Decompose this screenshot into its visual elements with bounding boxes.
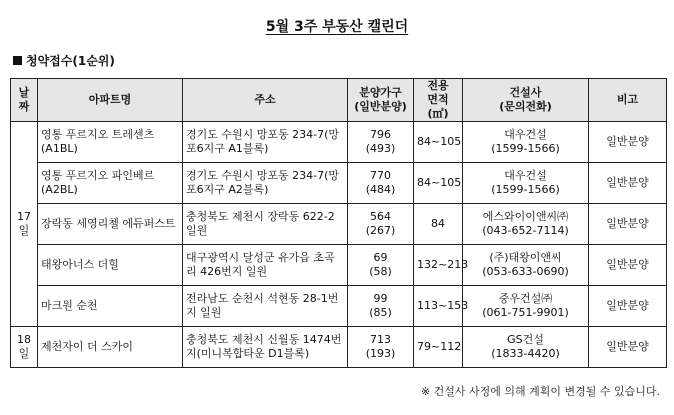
- footnote: ※ 건설사 사정에 의해 계획이 변경될 수 있습니다.: [420, 385, 660, 398]
- note-cell: 일반분양: [589, 163, 667, 204]
- note-cell: 일반분양: [589, 286, 667, 327]
- address-cell: 충청북도 제천시 신월동 1474번지(미니복합타운 D1블록): [183, 327, 348, 368]
- apartment-name: 영통 푸르지오 트레센츠 (A1BL): [38, 122, 183, 163]
- table-row: [11, 286, 667, 327]
- apartment-name: 마크원 순천: [38, 286, 183, 327]
- note-cell: 일반분양: [589, 245, 667, 286]
- area-cell: 84~105: [414, 163, 463, 204]
- header-apartment: 아파트명: [38, 79, 183, 122]
- table-row: [11, 245, 667, 286]
- apartment-name: 영통 푸르지오 파인베르 (A2BL): [38, 163, 183, 204]
- table-row: [11, 122, 667, 163]
- header-row: [11, 79, 667, 122]
- builder-cell: (주)태왕이앤씨 (053-633-0690): [463, 245, 589, 286]
- note-cell: 일반분양: [589, 204, 667, 245]
- address-cell: 충청북도 제천시 장락동 622-2 일원: [183, 204, 348, 245]
- note-cell: 일반분양: [589, 122, 667, 163]
- header-note: 비고: [589, 79, 667, 122]
- address-cell: 경기도 수원시 망포동 234-7(망포6지구 A2블록): [183, 163, 348, 204]
- area-cell: 79~112: [414, 327, 463, 368]
- table-row: [11, 163, 667, 204]
- units-cell: 99 (85): [348, 286, 414, 327]
- units-cell: 713 (193): [348, 327, 414, 368]
- header-units: 분양가구 (일반분양): [348, 79, 414, 122]
- builder-cell: 대우건설 (1599-1566): [463, 163, 589, 204]
- builder-cell: GS건설 (1833-4420): [463, 327, 589, 368]
- units-cell: 770 (484): [348, 163, 414, 204]
- address-cell: 경기도 수원시 망포동 234-7(망포6지구 A1블록): [183, 122, 348, 163]
- header-area: 전용 면적 (㎡): [414, 79, 463, 122]
- units-cell: 564 (267): [348, 204, 414, 245]
- section-heading: 청약접수(1순위): [13, 52, 115, 69]
- table-row: [11, 204, 667, 245]
- square-bullet-icon: [13, 56, 22, 65]
- units-cell: 796 (493): [348, 122, 414, 163]
- units-cell: 69 (58): [348, 245, 414, 286]
- apartment-name: 제천자이 더 스카이: [38, 327, 183, 368]
- header-date: 날짜: [11, 79, 38, 122]
- builder-cell: 대우건설 (1599-1566): [463, 122, 589, 163]
- address-cell: 전라남도 순천시 석현동 28-1번지 일원: [183, 286, 348, 327]
- header-address: 주소: [183, 79, 348, 122]
- address-cell: 대구광역시 달성군 유가읍 초곡리 426번지 일원: [183, 245, 348, 286]
- builder-cell: 중우건설㈜ (061-751-9901): [463, 286, 589, 327]
- header-builder: 건설사 (문의전화): [463, 79, 589, 122]
- page-title: 5월 3주 부동산 캘린더: [265, 19, 409, 35]
- date-cell: 17일: [11, 122, 38, 327]
- area-cell: 84~105: [414, 122, 463, 163]
- table-row: [11, 327, 667, 368]
- apartment-name: 장락동 세영리첼 에듀퍼스트: [38, 204, 183, 245]
- note-cell: 일반분양: [589, 327, 667, 368]
- calendar-table: [10, 78, 667, 368]
- builder-cell: 에스와이이앤씨㈜ (043-652-7114): [463, 204, 589, 245]
- date-cell: 18일: [11, 327, 38, 368]
- apartment-name: 태왕아너스 더힐: [38, 245, 183, 286]
- area-cell: 132~213: [414, 245, 463, 286]
- area-cell: 113~153: [414, 286, 463, 327]
- area-cell: 84: [414, 204, 463, 245]
